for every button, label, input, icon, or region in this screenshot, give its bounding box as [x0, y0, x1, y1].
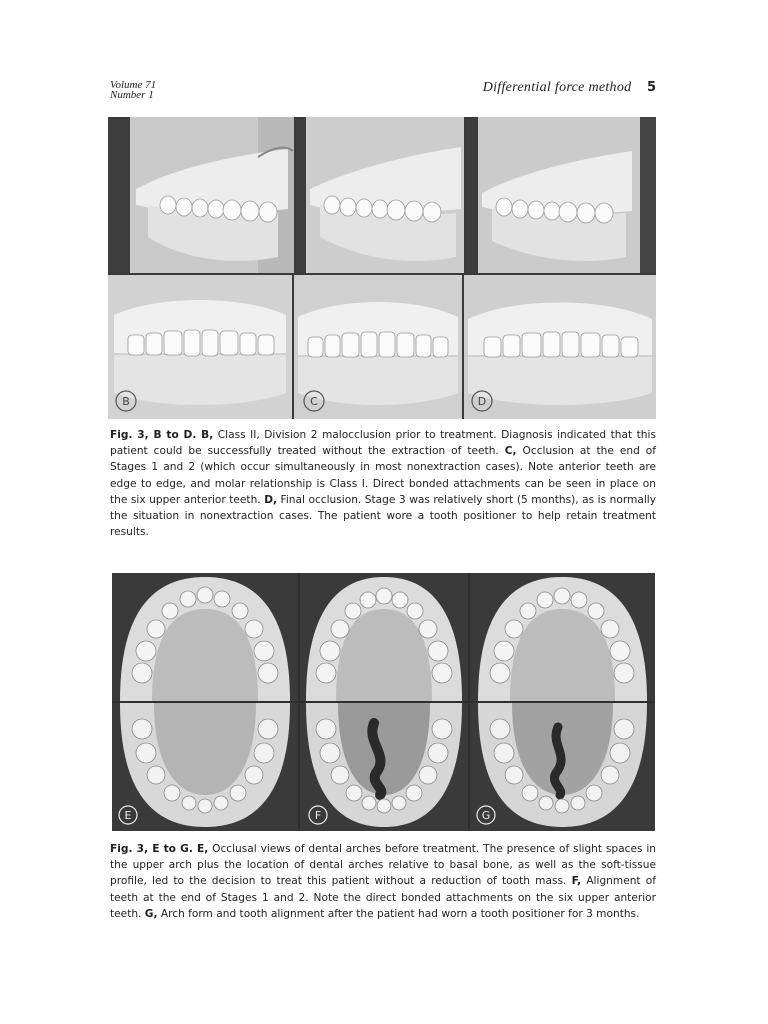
- caption-text-d: Final occlusion. Stage 3 was relatively short (5 months), as is normally the situation in nonextraction cases. The patient wore a tooth positioner to help retain treatment results.: [110, 493, 656, 539]
- caption-lead-b: Fig. 3, B to D. B,: [110, 429, 214, 441]
- lower-arch-f: [300, 703, 468, 831]
- caption-text-b: Class II, Division 2 malocclusion prior to treatment. Diagnosis indicated that this patient could be successfully treated without the extraction of teeth.: [110, 429, 656, 458]
- caption-text-f: Alignment of teeth at the end of Stages 1 and 2. Note the direct bonded attachments on the six upper anterior teeth.: [110, 875, 656, 920]
- number-label: Number 1: [110, 89, 154, 101]
- lateral-view-d: [466, 117, 656, 273]
- caption-label-g: G,: [144, 907, 158, 920]
- panel-label-e: E: [124, 809, 132, 822]
- lateral-view-c: [296, 117, 464, 273]
- panel-label-f: F: [314, 809, 322, 822]
- figure-3-e-to-g: [112, 573, 655, 831]
- panel-label-c: C: [310, 395, 318, 408]
- caption-text-e: Occlusal views of dental arches before treatment. The presence of slight spaces in the upper arch plus the location of dental arches relative to basal bone, as well as the soft-tissue profile, led to the decision to treat this patient without a reduction of tooth mass.: [110, 843, 656, 888]
- panel-label-g: G: [481, 809, 491, 822]
- running-header-title: [483, 80, 656, 96]
- caption-label-d: D,: [264, 493, 278, 506]
- caption-text-c: Occlusion at the end of Stages 1 and 2 (which occur simultaneously in most nonextraction cases). Note anterior teeth are edge to edge, and molar relationship is Class I. Direct bonded attachments can be seen in place on the six upper anterior teeth.: [110, 445, 657, 506]
- caption-lead-e: Fig. 3, E to G. E,: [110, 843, 209, 855]
- panel-label-b: B: [122, 395, 130, 408]
- frontal-view-c: [294, 275, 462, 419]
- upper-arch-e: [112, 573, 298, 701]
- panel-label-d: D: [477, 395, 487, 408]
- frontal-view-d: [464, 275, 656, 419]
- figure-3-b-to-d: [108, 117, 656, 419]
- volume-label: Volume 71: [110, 79, 157, 91]
- running-header-volume: [110, 80, 156, 100]
- page-number: 5: [646, 80, 656, 95]
- caption-text-g: Arch form and tooth alignment after the patient had worn a tooth positioner for 3 months.: [157, 907, 640, 920]
- lower-arch-g: [470, 703, 655, 831]
- upper-arch-g: [470, 573, 655, 701]
- frontal-view-b: [108, 275, 292, 419]
- caption-label-f: F,: [571, 875, 582, 888]
- caption-label-c: C,: [504, 445, 517, 458]
- figure-caption-b-to-d: [110, 427, 656, 540]
- lower-arch-e: [112, 703, 298, 831]
- upper-arch-f: [300, 573, 468, 701]
- figure-caption-e-to-g: [110, 841, 656, 922]
- running-title: Differential force method: [482, 80, 632, 95]
- lateral-view-b: [108, 117, 294, 273]
